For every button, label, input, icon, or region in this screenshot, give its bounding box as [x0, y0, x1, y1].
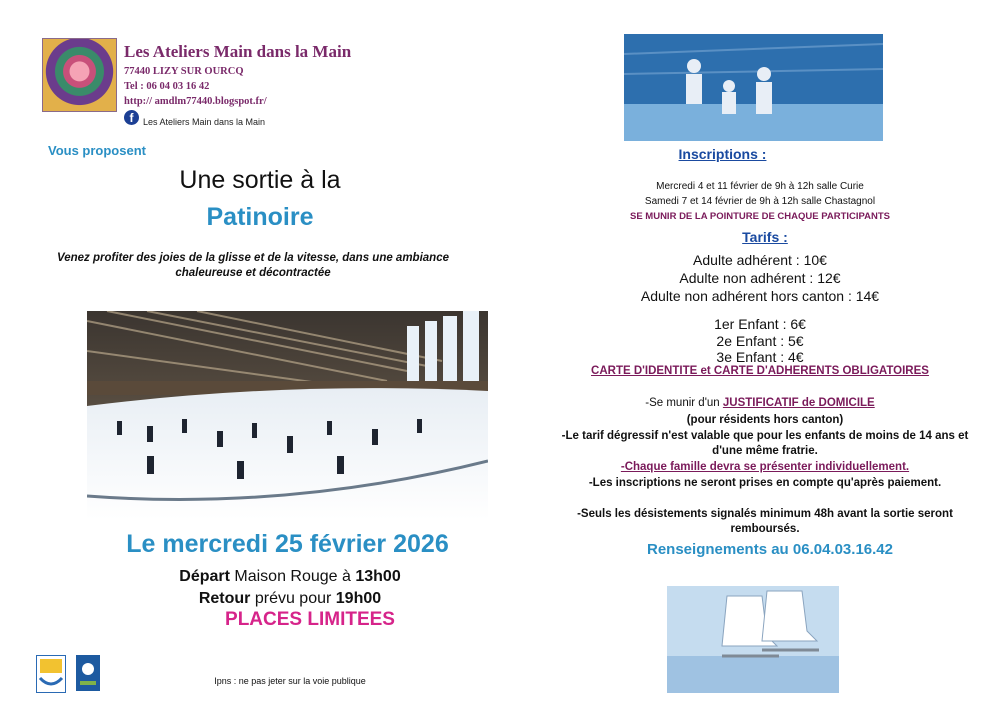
return-text: prévu pour [250, 590, 336, 607]
ipns-notice: Ipns : ne pas jeter sur la voie publique [214, 676, 366, 686]
note-inscriptions: -Les inscriptions ne seront prises en compte qu'après paiement. [588, 477, 942, 489]
inscription-line-1: Mercredi 4 et 11 février de 9h à 12h salle Curie [656, 181, 864, 192]
organization-name: Les Ateliers Main dans la Main [124, 42, 352, 61]
tarif-adult-outside: Adulte non adhérent hors canton : 14€ [640, 288, 880, 304]
organization-logo [42, 38, 117, 112]
invitation-text: Venez profiter des joies de la glisse et de la vitesse, dans une ambiance chaleureuse et décontractée [56, 252, 449, 279]
return-info [110, 590, 470, 608]
city-logo [36, 655, 66, 693]
title-line-1: Une sortie à la [179, 166, 341, 194]
note-tarif: -Le tarif dégressif n'est valable que pour les enfants de moins de 14 ans et d'une même fratrie. [561, 430, 969, 457]
renseignements-label: Renseignements au [647, 541, 793, 558]
tarif-child-1: 1er Enfant : 6€ [714, 316, 806, 332]
title-line-2: Patinoire [206, 203, 314, 231]
inscriptions-title: Inscriptions : [678, 146, 767, 162]
limited-places: PLACES LIMITEES [225, 609, 395, 630]
departure-time: 13h00 [355, 568, 401, 585]
facebook-label: Les Ateliers Main dans la Main [143, 117, 266, 127]
note-desistements: -Seuls les désistements signalés minimum 48h avant la sortie seront remboursés. [577, 508, 953, 535]
facebook-icon: f [124, 110, 139, 125]
return-label: Retour [198, 590, 251, 607]
domicile-proof [570, 397, 950, 409]
return-time: 19h00 [335, 590, 382, 607]
event-date: Le mercredi 25 février 2026 [126, 530, 449, 558]
tarifs-title: Tarifs : [742, 229, 788, 245]
skating-family-photo [624, 34, 883, 141]
propose-label: Vous proposent [48, 143, 146, 158]
departure-info [110, 568, 470, 586]
organization-phone: Tel : 06 04 03 16 42 [124, 81, 210, 92]
domicile-prefix: -Se munir d'un [645, 397, 723, 409]
domicile-note: (pour résidents hors canton) [686, 414, 844, 426]
id-required-notice: CARTE D'IDENTITE et CARTE D'ADHERENTS OBLIGATOIRES [591, 365, 929, 377]
organization-city: 77440 LIZY SUR OURCQ [124, 66, 244, 77]
departure-label: Départ [179, 568, 230, 585]
tarif-child-2: 2e Enfant : 5€ [716, 333, 804, 349]
shoe-size-notice: SE MUNIR DE LA POINTURE DE CHAQUE PARTICIPANTS [629, 211, 891, 222]
tarif-child-3: 3e Enfant : 4€ [716, 349, 804, 365]
renseignements [620, 541, 920, 558]
region-logo [76, 655, 100, 691]
inscription-line-2: Samedi 7 et 14 février de 9h à 12h salle Chastagnol [644, 196, 876, 207]
ice-rink-photo [87, 311, 488, 520]
organization-blog: http:// amdlm77440.blogspot.fr/ [124, 96, 267, 107]
note-famille: -Chaque famille devra se présenter individuellement. [620, 461, 910, 473]
renseignements-phone: 06.04.03.16.42 [792, 541, 893, 558]
tarif-adult-non-member: Adulte non adhérent : 12€ [679, 270, 841, 286]
tarif-adult-member: Adulte adhérent : 10€ [693, 252, 827, 268]
departure-place: Maison Rouge à [229, 568, 356, 585]
skates-photo [667, 586, 839, 693]
domicile-label: JUSTIFICATIF de DOMICILE [722, 397, 875, 409]
